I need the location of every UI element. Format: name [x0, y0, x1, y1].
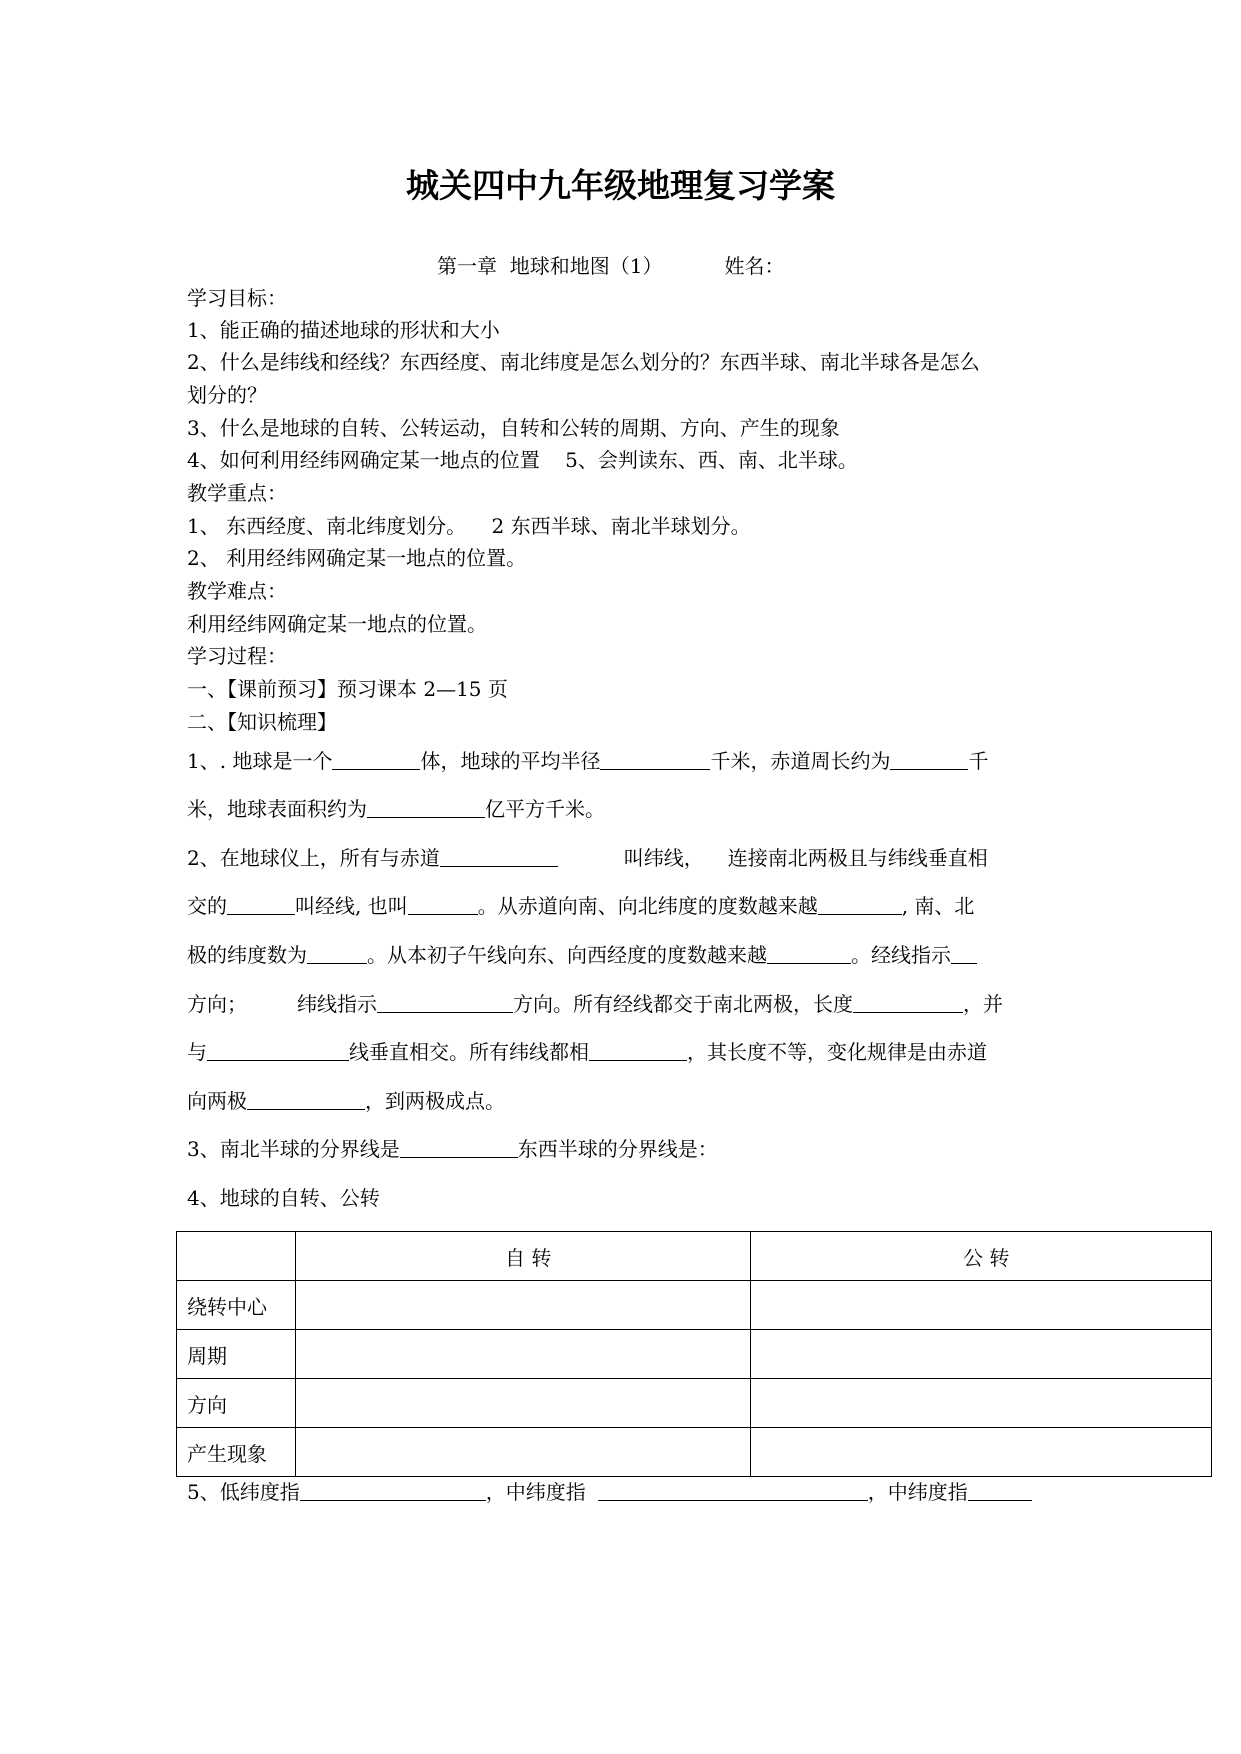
table-row [177, 1330, 1212, 1379]
difficulty-text: 利用经纬网确定某一地点的位置。 [187, 612, 487, 636]
table-row [177, 1281, 1212, 1330]
fill-blank[interactable] [227, 894, 295, 915]
table-corner-cell [177, 1232, 296, 1281]
fill-blank[interactable] [598, 1480, 868, 1501]
answer-cell[interactable] [751, 1330, 1212, 1379]
table-row [177, 1428, 1212, 1477]
name-label: 姓名： [724, 254, 785, 278]
fill-blank[interactable] [600, 749, 710, 770]
goal-item: 3、什么是地球的自转、公转运动，自转和公转的周期、方向、产生的现象 [187, 416, 840, 440]
question-1-line-1: 1、. 地球是一个 体，地球的平均半径 千米，赤道周长约为 千 [187, 749, 989, 773]
question-3: 3、南北半球的分界线是 东西半球的分界线是： [187, 1137, 718, 1161]
question-2-line-2: 交的 叫经线, 也叫 。从赤道向南、向北纬度的度数越来越 , 南、北 [187, 894, 975, 918]
goal-item: 4、如何利用经纬网确定某一地点的位置 5、会判读东、西、南、北半球。 [187, 448, 858, 472]
fill-blank[interactable] [400, 1137, 518, 1158]
goal-item: 2、什么是纬线和经线？东西经度、南北纬度是怎么划分的？东西半球、南北半球各是怎么 [187, 350, 980, 374]
answer-cell[interactable] [295, 1428, 751, 1477]
goal-item: 1、能正确的描述地球的形状和大小 [187, 318, 500, 342]
answer-cell[interactable] [295, 1330, 751, 1379]
question-4: 4、地球的自转、公转 [187, 1186, 380, 1210]
fill-blank[interactable] [853, 992, 963, 1013]
fill-blank[interactable] [440, 846, 558, 867]
fill-blank[interactable] [247, 1089, 365, 1110]
page-title: 城关四中九年级地理复习学案 [406, 166, 835, 205]
chapter-title: 第一章 地球和地图（1） [437, 254, 663, 278]
row-label: 方向 [177, 1379, 296, 1428]
fill-blank[interactable] [332, 749, 420, 770]
row-label: 绕转中心 [177, 1281, 296, 1330]
process-heading: 学习过程： [187, 644, 287, 668]
question-5: 5、低纬度指 ，中纬度指 ，中纬度指 [187, 1480, 1032, 1504]
column-header-rotation: 自 转 [295, 1232, 751, 1281]
fill-blank[interactable] [307, 943, 367, 964]
review-heading: 二、【知识梳理】 [187, 710, 337, 734]
fill-blank[interactable] [300, 1480, 486, 1501]
row-label: 产生现象 [177, 1428, 296, 1477]
row-label: 周期 [177, 1330, 296, 1379]
goals-heading: 学习目标： [187, 286, 287, 310]
rotation-revolution-table [176, 1231, 1212, 1477]
column-header-revolution: 公 转 [751, 1232, 1212, 1281]
difficulty-heading: 教学难点： [187, 579, 287, 603]
answer-cell[interactable] [751, 1428, 1212, 1477]
fill-blank[interactable] [890, 749, 968, 770]
key-heading: 教学重点： [187, 481, 287, 505]
key-point: 2、 利用经纬网确定某一地点的位置。 [187, 546, 527, 570]
question-2-line-6: 向两极 ，到两极成点。 [187, 1089, 505, 1113]
table-row [177, 1379, 1212, 1428]
answer-cell[interactable] [751, 1281, 1212, 1330]
goal-item: 划分的？ [187, 383, 267, 407]
fill-blank[interactable] [951, 943, 977, 964]
answer-cell[interactable] [295, 1281, 751, 1330]
fill-blank[interactable] [377, 992, 513, 1013]
preview-item: 一、【课前预习】预习课本 2—15 页 [187, 677, 508, 701]
table-header-row [177, 1232, 1212, 1281]
question-2-line-3: 极的纬度数为 。从本初子午线向东、向西经度的度数越来越 。经线指示 [187, 943, 977, 967]
fill-blank[interactable] [589, 1040, 687, 1061]
fill-blank[interactable] [767, 943, 851, 964]
fill-blank[interactable] [367, 797, 485, 818]
question-2-line-4: 方向； 纬线指示 方向。所有经线都交于南北两极，长度 ，并 [187, 992, 1003, 1016]
answer-cell[interactable] [295, 1379, 751, 1428]
key-point: 1、 东西经度、南北纬度划分。 2 东西半球、南北半球划分。 [187, 514, 751, 538]
chapter-line [437, 254, 784, 278]
fill-blank[interactable] [818, 894, 902, 915]
answer-cell[interactable] [751, 1379, 1212, 1428]
fill-blank[interactable] [207, 1040, 349, 1061]
question-2-line-5: 与 线垂直相交。所有纬线都相 ，其长度不等，变化规律是由赤道 [187, 1040, 987, 1064]
question-1-line-2: 米，地球表面积约为 亿平方千米。 [187, 797, 605, 821]
fill-blank[interactable] [968, 1480, 1032, 1501]
fill-blank[interactable] [408, 894, 478, 915]
question-2-line-1: 2、在地球仪上，所有与赤道 叫纬线， 连接南北两极且与纬线垂直相 [187, 846, 988, 870]
